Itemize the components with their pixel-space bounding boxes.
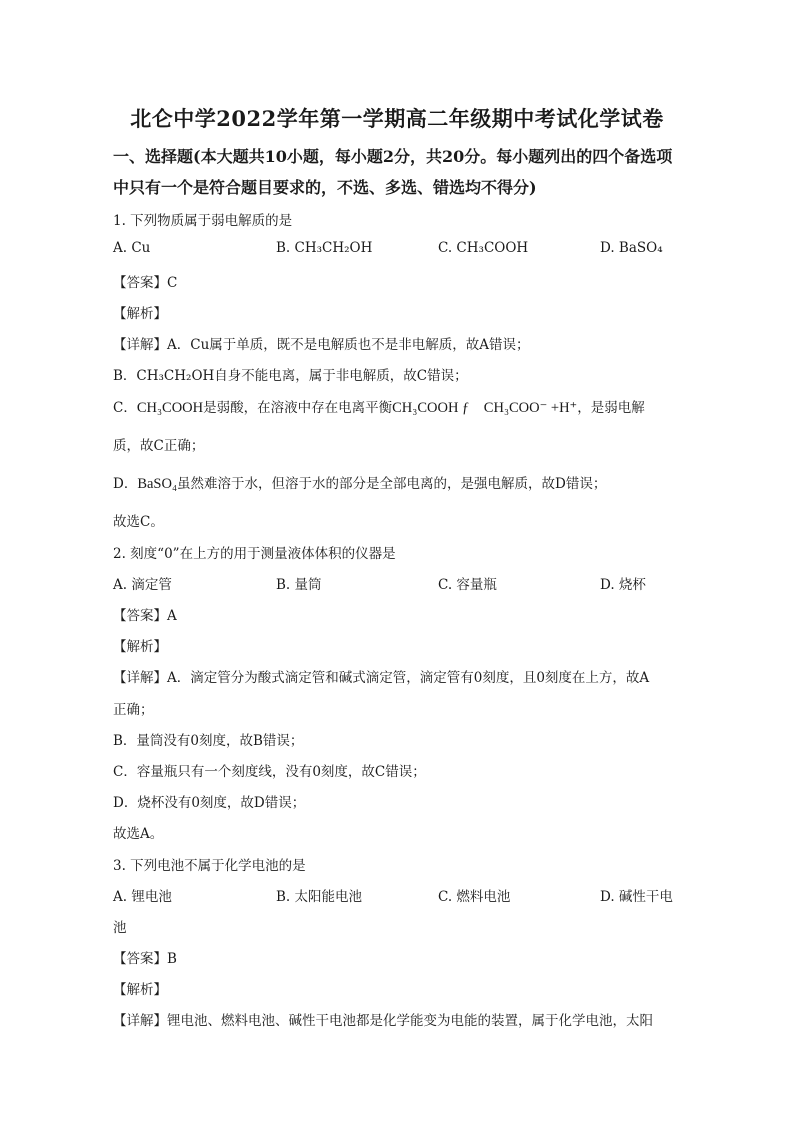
q1-detail-d-formula: BaSO₄ bbox=[137, 476, 178, 492]
q3-stem: 3. 下列电池不属于化学电池的是 bbox=[113, 858, 306, 874]
q1-detail-a: A．Cu属于单质，既不是电解质也不是非电解质，故A错误； bbox=[167, 337, 530, 353]
q3-option-d: D. 碱性干电 bbox=[600, 889, 673, 905]
q1-answer-row bbox=[113, 271, 177, 291]
q1-detail-c-line2: 质，故C正确； bbox=[113, 438, 205, 454]
q1-option-c: C. CH₃COOH bbox=[438, 240, 529, 256]
page-title: 北仑中学2022学年第一学期高二年级期中考试化学试卷 bbox=[130, 106, 664, 131]
q2-option-a: A. 滴定管 bbox=[113, 577, 172, 593]
q1-option-a: A. Cu bbox=[113, 240, 151, 256]
q2-answer-row bbox=[113, 604, 177, 624]
detail-tag: 【详解】 bbox=[113, 670, 167, 686]
q2-detail-a-line2: 正确； bbox=[113, 702, 154, 718]
q2-analysis-tag: 【解析】 bbox=[113, 639, 167, 655]
q1-detail-b: B．CH₃CH₂OH自身不能电离，属于非电解质，故C错误； bbox=[113, 368, 468, 384]
q2-conclusion: 故选A。 bbox=[113, 826, 164, 842]
q2-answer-value: A bbox=[167, 608, 177, 624]
q3-analysis-tag: 【解析】 bbox=[113, 982, 167, 998]
q2-detail-a-row bbox=[113, 666, 649, 686]
q1-detail-c-formula1: CH₃COOH bbox=[136, 400, 204, 416]
q1-stem: 1. 下列物质属于弱电解质的是 bbox=[113, 213, 293, 229]
q3-option-d-line2: 池 bbox=[113, 920, 127, 936]
q2-stem: 2. 刻度“0”在上方的用于测量液体体积的仪器是 bbox=[113, 546, 396, 562]
q3-option-b: B. 太阳能电池 bbox=[276, 889, 363, 905]
q1-detail-d-row bbox=[113, 472, 606, 493]
detail-tag: 【详解】 bbox=[113, 337, 167, 353]
q2-detail-c: C．容量瓶只有一个刻度线，没有0刻度，故C错误； bbox=[113, 764, 426, 780]
q3-option-a: A. 锂电池 bbox=[113, 889, 172, 905]
q1-detail-c-mid: 是弱酸，在溶液中存在电离平衡 bbox=[203, 400, 393, 416]
q1-detail-c-suffix: ，是弱电解 bbox=[577, 400, 645, 416]
q3-detail-row bbox=[113, 1009, 653, 1029]
q3-answer-row bbox=[113, 947, 177, 967]
q1-detail-d-prefix: D． bbox=[113, 476, 138, 492]
answer-tag: 【答案】 bbox=[113, 275, 167, 291]
answer-tag: 【答案】 bbox=[113, 951, 167, 967]
q1-detail-d-suffix: 虽然难溶于水，但溶于水的部分是全部电离的，是强电解质，故D错误； bbox=[177, 476, 607, 492]
q1-detail-c-prefix: C． bbox=[113, 400, 137, 416]
q1-detail-a-row bbox=[113, 333, 530, 353]
q1-answer-value: C bbox=[167, 275, 178, 291]
q2-detail-d: D．烧杯没有0刻度，故D错误； bbox=[113, 795, 306, 811]
q2-detail-a: A．滴定管分为酸式滴定管和碱式滴定管，滴定管有0刻度，且0刻度在上方，故A bbox=[167, 670, 650, 686]
q1-detail-c-formula2: CH₃COOH ƒ CH₃COO⁻ +H⁺ bbox=[392, 400, 578, 416]
q1-option-b: B. CH₃CH₂OH bbox=[276, 240, 373, 256]
q3-detail: 锂电池、燃料电池、碱性干电池都是化学能变为电能的装置，属于化学电池，太阳 bbox=[167, 1013, 653, 1029]
q1-conclusion: 故选C。 bbox=[113, 514, 164, 530]
answer-tag: 【答案】 bbox=[113, 608, 167, 624]
q1-option-d: D. BaSO₄ bbox=[600, 240, 663, 256]
q2-detail-b: B．量筒没有0刻度，故B错误； bbox=[113, 733, 304, 749]
section-heading-line1: 一、选择题(本大题共10小题，每小题2分，共20分。每小题列出的四个备选项 bbox=[113, 147, 673, 166]
detail-tag: 【详解】 bbox=[113, 1013, 167, 1029]
q1-detail-c-row bbox=[113, 396, 645, 417]
q3-option-c: C. 燃料电池 bbox=[438, 889, 511, 905]
section-heading-line2: 中只有一个是符合题目要求的，不选、多选、错选均不得分) bbox=[113, 178, 537, 197]
q2-option-c: C. 容量瓶 bbox=[438, 577, 497, 593]
q2-option-d: D. 烧杯 bbox=[600, 577, 646, 593]
q3-answer-value: B bbox=[167, 951, 177, 967]
q1-analysis-tag: 【解析】 bbox=[113, 306, 167, 322]
q2-option-b: B. 量筒 bbox=[276, 577, 322, 593]
